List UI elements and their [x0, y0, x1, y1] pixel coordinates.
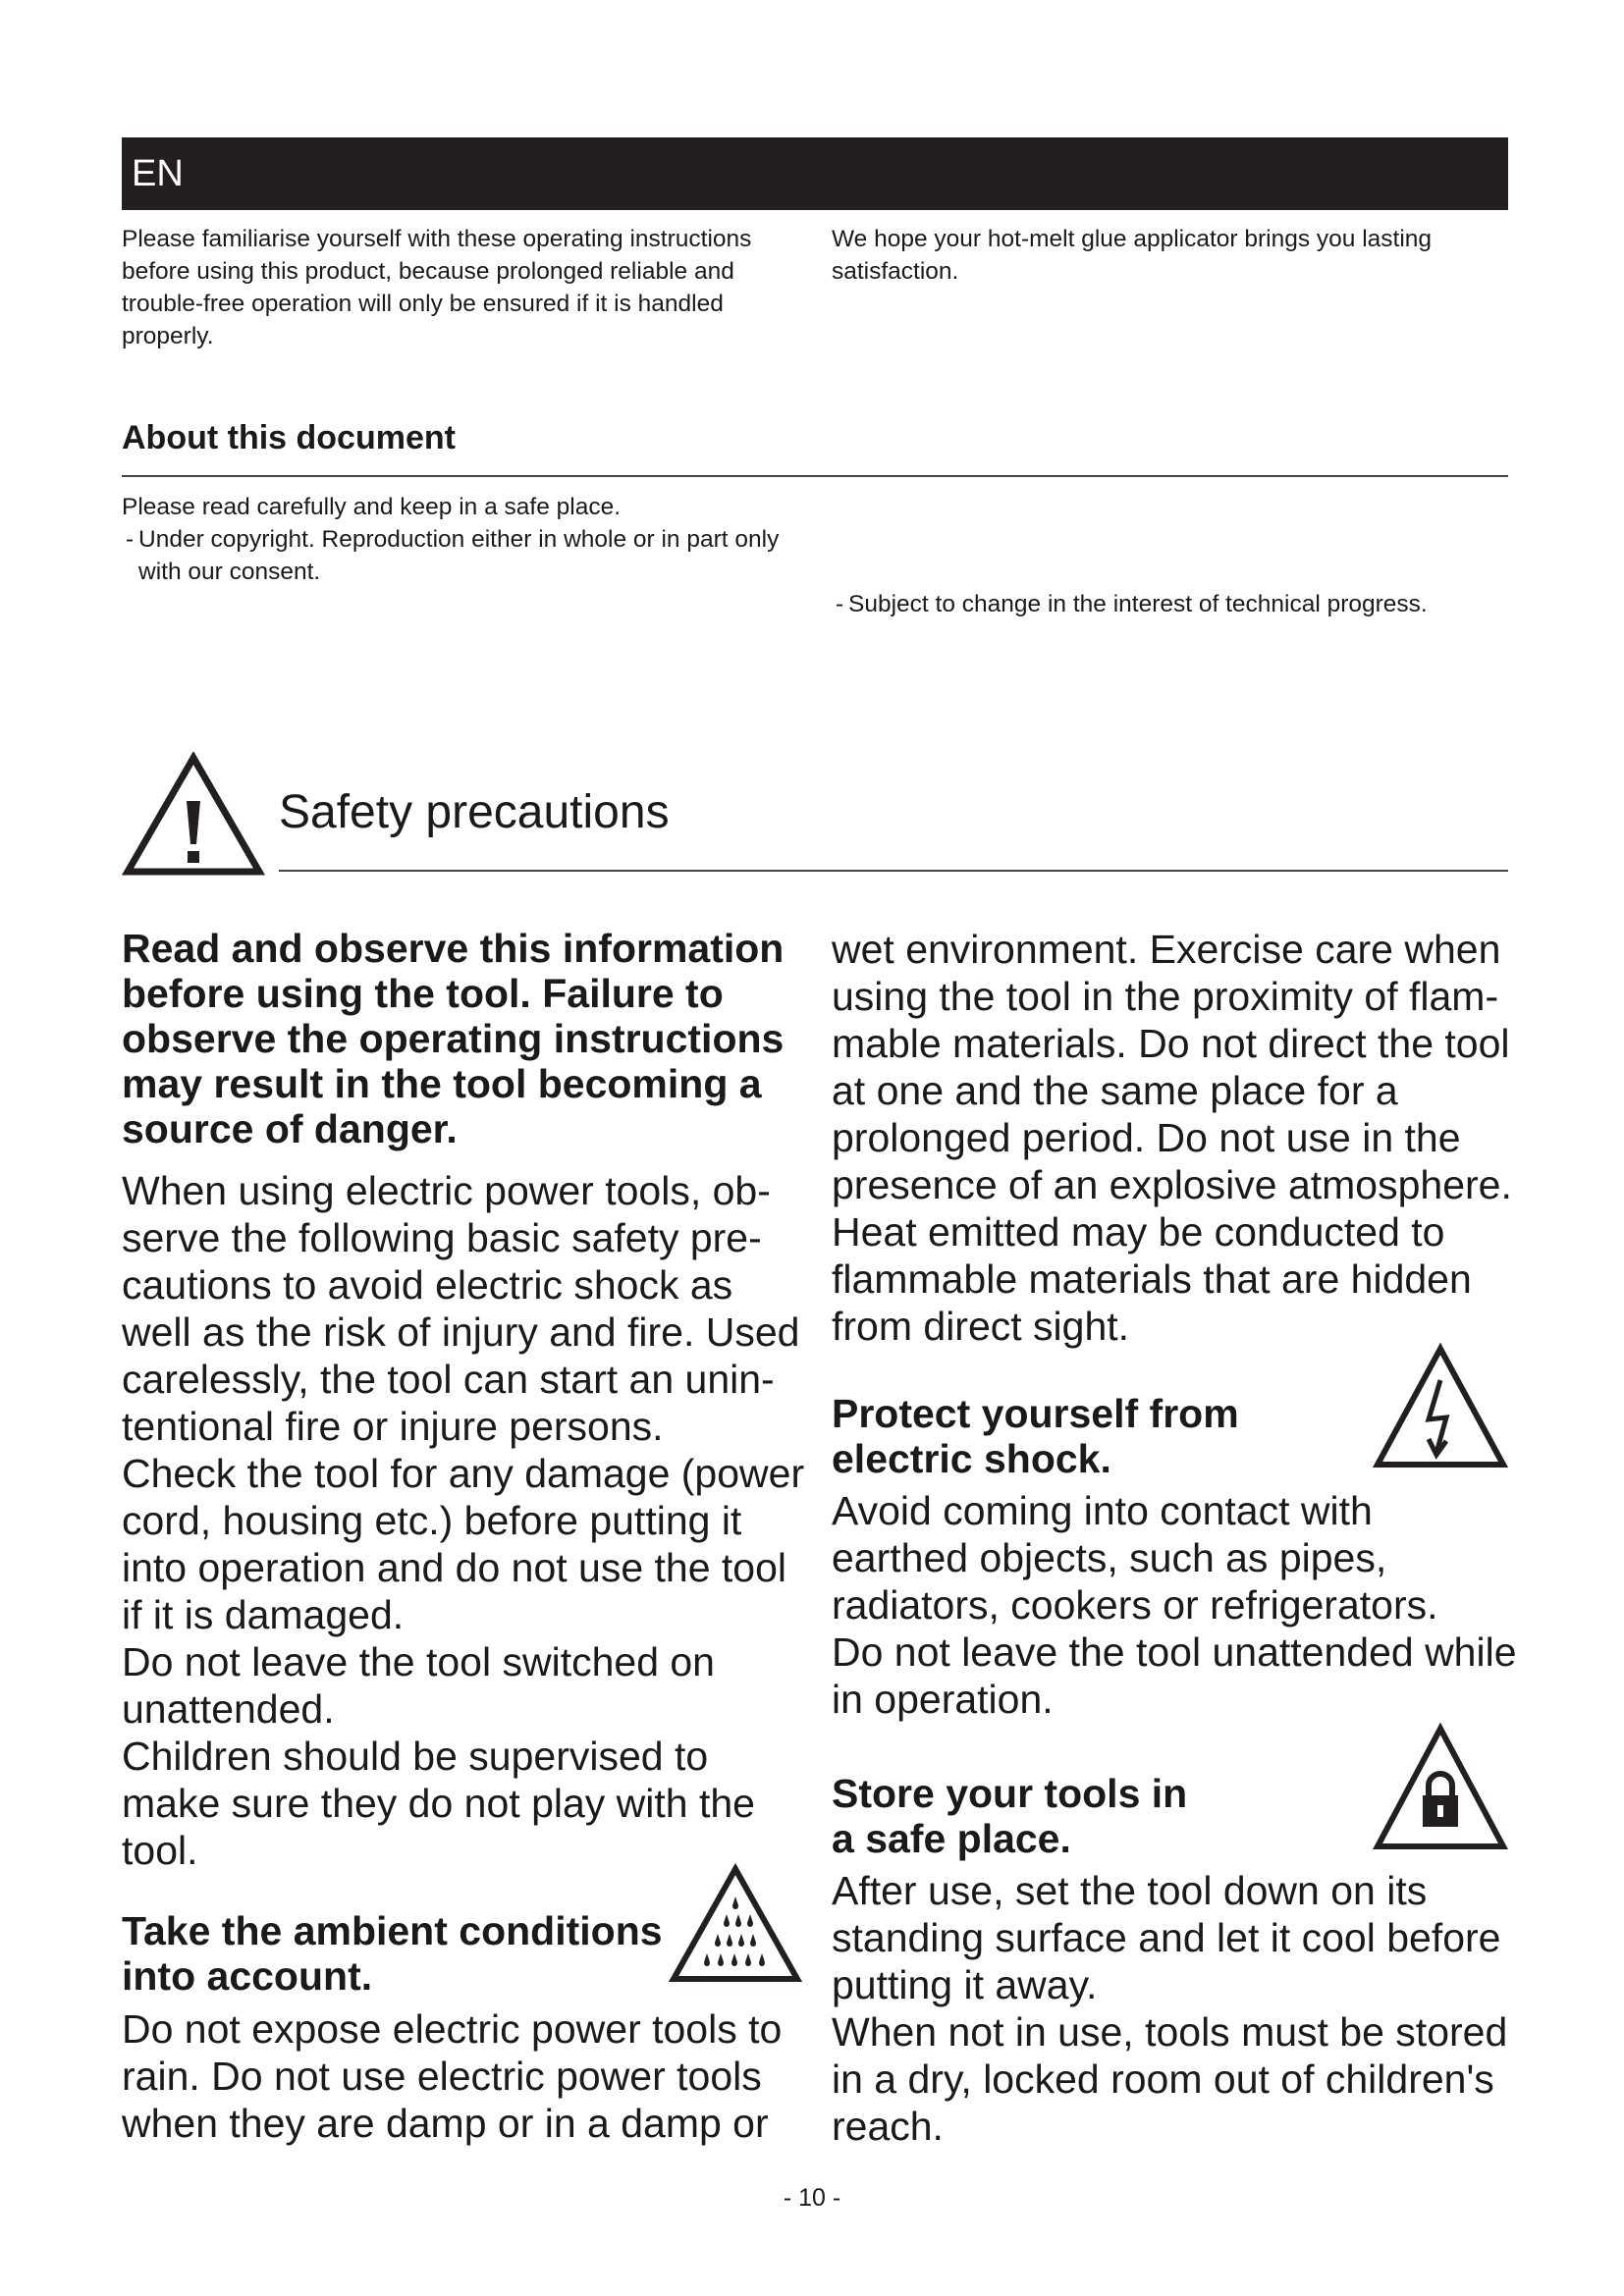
safety-paragraph: Check the tool for any damage (power cord, housing etc.) before putting it into operation and do not use the tool if it is damaged. [122, 1451, 805, 1637]
store-paragraph: After use, set the tool down on its standing surface and let it cool before putting it away. [832, 1868, 1501, 2007]
intro-right-paragraph: We hope your hot-melt glue applicator brings you lasting satisfaction. [832, 226, 1433, 285]
store-heading [832, 1771, 1342, 1861]
intro-left-text [122, 223, 809, 352]
safety-right-column [832, 926, 1519, 1350]
dash-bullet: - [126, 526, 135, 553]
shock-body [832, 1487, 1519, 1723]
shock-heading-text: Protect yourself from electric shock. [832, 1391, 1239, 1481]
rain-drops-icon [668, 1863, 803, 1985]
about-divider [122, 475, 1508, 477]
page-number: - 10 - [783, 2184, 841, 2212]
ambient-heading-text: Take the ambient conditions into account. [122, 1908, 663, 1999]
safety-paragraph: When using electric power tools, observe the following basic safety precautions to avoid electric shock as well as the risk of injury and fire. Used carelessly, the tool can start an unintentional fire or injure persons. [122, 1168, 800, 1449]
store-heading-line1: Store your tools in [832, 1771, 1188, 1816]
about-heading: About this document [122, 419, 456, 456]
intro-left-paragraph: Please familiarise yourself with these operating instructions before using this product, because prolonged reliable and trouble-free operation will only be ensured if it is handled properly. [122, 226, 752, 349]
language-header-bar [122, 137, 1508, 210]
warning-triangle-icon [122, 752, 265, 878]
about-item-text: Subject to change in the interest of technical progress. [848, 591, 1428, 617]
store-paragraph: When not in use, tools must be stored in a dry, locked room out of children's reach. [832, 2009, 1508, 2149]
store-body [832, 1867, 1519, 2150]
padlock-icon [1372, 1723, 1509, 1852]
store-heading-line2: a safe place. [832, 1816, 1071, 1861]
about-item-text: Under copyright. Reproduction either in whole or in part only with our consent. [138, 526, 780, 585]
about-list-item [122, 523, 826, 588]
safety-divider [279, 870, 1508, 872]
safety-lede [122, 926, 809, 1151]
shock-heading [832, 1391, 1342, 1481]
ambient-body [122, 2005, 809, 2147]
dash-bullet: - [836, 591, 844, 617]
ambient-body-left-text: Do not expose electric power tools to rain. Do not use electric power tools when they are damp or in a damp or [122, 2006, 783, 2146]
ambient-body-right-text: wet environment. Exercise care when using the tool in the proximity of flammable materials. Do not direct the tool at one and the same place for a prolonged period. Do not use in the presence of an explosive atmosphere. Heat emitted may be conducted to flammable materials that are hidden from direct sight. [832, 927, 1512, 1349]
safety-lede-text: Read and observe this information before using the tool. Failure to observe the operating instructions may result in the tool becoming a source of danger. [122, 926, 785, 1151]
language-label: EN [132, 153, 184, 194]
intro-right-text [832, 223, 1509, 288]
shock-paragraph: Do not leave the tool unattended while in operation. [832, 1629, 1517, 1722]
safety-paragraph: Do not leave the tool switched on unattended. [122, 1639, 715, 1732]
safety-title: Safety precautions [279, 786, 670, 838]
about-intro: Please read carefully and keep in a safe place. [122, 494, 622, 520]
shock-paragraph: Avoid coming into contact with earthed objects, such as pipes, radiators, cookers or refrigerators. [832, 1488, 1438, 1628]
about-list-item [832, 588, 1526, 620]
ambient-heading [122, 1908, 691, 1999]
safety-paragraph: Children should be supervised to make sure they do not play with the tool. [122, 1734, 755, 1873]
safety-left-column [122, 1167, 809, 1874]
electric-shock-icon [1372, 1343, 1509, 1470]
